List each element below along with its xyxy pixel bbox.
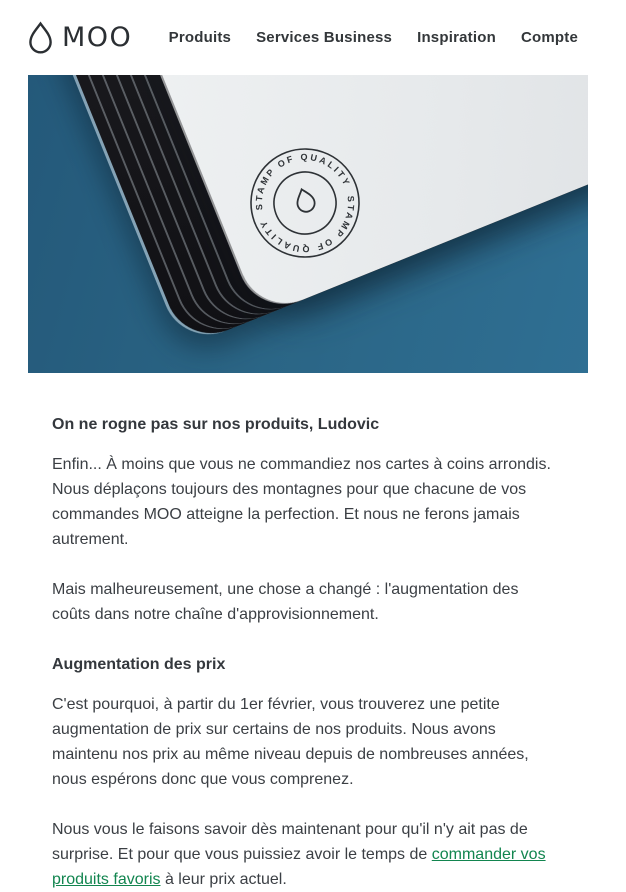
nav-services-business[interactable]: Services Business <box>256 29 393 46</box>
paragraph-intro: Enfin... À moins que vous ne commandiez nos cartes à coins arrondis. Nous déplaçons toujours des montagnes pour que chacune de vos commandes MOO atteigne la perfection. Et nous ne ferons jamais autrement. <box>52 456 551 548</box>
header <box>0 0 626 75</box>
paragraph-price-details: C'est pourquoi, à partir du 1er février, vous trouverez une petite augmentation de prix sur certains de nos produits. Nous avons maintenu nos prix au même niveau depuis de nombreuses années, nous espérons donc que vous comprenez. <box>52 696 529 788</box>
stamp-ring-text: STAMP OF QUALITY <box>253 151 353 211</box>
nav-compte[interactable]: Compte <box>520 29 578 46</box>
nav-produits[interactable]: Produits <box>168 29 232 46</box>
email-body <box>0 373 626 892</box>
paragraph-order-now-start: Nous vous le faisons savoir dès maintenant pour qu'il n'y ait pas de surprise. Et pour que vous puissiez avoir le temps de <box>52 821 528 863</box>
moo-logo[interactable] <box>28 21 132 55</box>
stamp-ring-text: STAMP OF QUALITY <box>257 195 357 255</box>
price-increase-subheading: Augmentation des prix <box>52 656 226 673</box>
order-favorite-products-link[interactable]: commander vos produits favoris <box>52 846 546 888</box>
moo-logo-wordmark: MOO <box>62 22 133 53</box>
moo-drop-icon <box>28 21 53 55</box>
paragraph-change: Mais malheureusement, une chose a changé : l'augmentation des coûts dans notre chaîne d'approvisionnement. <box>52 581 519 623</box>
hero-image-business-cards <box>28 75 588 373</box>
main-nav <box>169 29 578 46</box>
paragraph-order-now <box>52 817 560 892</box>
stamp-drop-icon <box>293 187 317 215</box>
paragraph-order-now-end: à leur prix actuel. <box>160 871 287 888</box>
greeting-heading: On ne rogne pas sur nos produits, Ludovic <box>52 416 380 433</box>
nav-inspiration[interactable]: Inspiration <box>417 29 496 46</box>
